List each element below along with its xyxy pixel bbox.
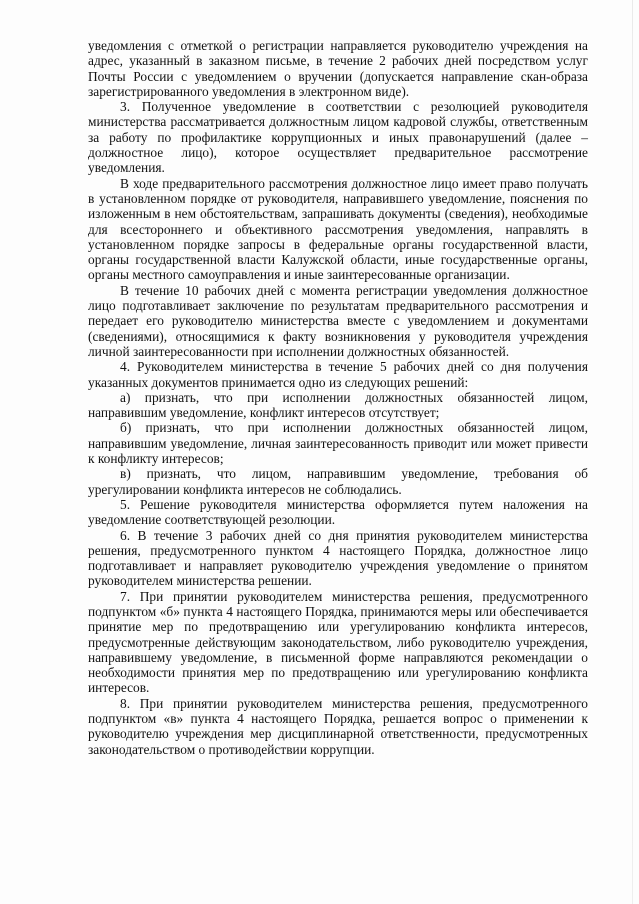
paragraph-subitem-a: а) признать, что при исполнении должностных обязанностей лицом, направившим уведомление, конфликт интересов отсутствует; (88, 389, 588, 421)
paragraph-item-5: 5. Решение руководителя министерства оформляется путем наложения на уведомление соответствующей резолюции. (88, 496, 588, 528)
paragraph-subitem-b: б) признать, что при исполнении должностных обязанностей лицом, направившим уведомление, личная заинтересованность приводит или может привести к конфликту интересов; (88, 420, 588, 467)
paragraph-preliminary-review: В ходе предварительного рассмотрения должностное лицо имеет право получать в установленном порядке от руководителя, направившего уведомление, пояснения по изложенным в нем обстоятельствам, запрашивать документы (сведения), необходимые для всестороннего и объективного рассмотрения уведомления, направлять в установленном порядке запросы в федеральные органы государственной власти, органы государственной власти Калужской области, иные государственные органы, органы местного самоуправления и иные заинтересованные организации. (88, 175, 588, 283)
paragraph-item-7: 7. При принятии руководителем министерства решения, предусмотренного подпунктом «б» пункта 4 настоящего Порядка, принимаются меры или обеспечивается принятие мер по предотвращению или урегулированию конфликта интересов, предусмотренные действующим законодательством, либо руководителю учреждения, направившему уведомление, в письменной форме направляются рекомендации о необходимости принятия мер по предотвращению или урегулированию конфликта интересов. (88, 588, 588, 696)
paragraph-item-4: 4. Руководителем министерства в течение 5 рабочих дней со дня получения указанных документов принимается одно из следующих решений: (88, 359, 588, 390)
paragraph-subitem-v: в) признать, что лицом, направившим уведомление, требования об урегулировании конфликта интересов не соблюдались. (88, 466, 588, 497)
paragraph-item-8: 8. При принятии руководителем министерства решения, предусмотренного подпунктом «в» пункта 4 настоящего Порядка, решается вопрос о применении к руководителю учреждения мер дисциплинарной ответственности, предусмотренных законодательством о противодействии коррупции. (88, 695, 588, 757)
paragraph-item-3: 3. Полученное уведомление в соответствии с резолюцией руководителя министерства рассматривается должностным лицом кадровой службы, ответственным за работу по профилактике коррупционных и иных правонарушений (далее – должностное лицо), которое осуществляет предварительное рассмотрение уведомления. (88, 99, 588, 176)
scan-edge-line (632, 0, 633, 904)
document-body (88, 38, 588, 757)
paragraph-item-6: 6. В течение 3 рабочих дней со дня принятия руководителем министерства решения, предусмотренного пунктом 4 настоящего Порядка, должностное лицо подготавливает и направляет руководителю учреждения уведомление о принятом руководителем министерства решении. (88, 527, 588, 589)
paragraph-continuation: уведомления с отметкой о регистрации направляется руководителю учреждения на адрес, указанный в заказном письме, в течение 2 рабочих дней посредством услуг Почты России с уведомлением о вручении (допускается направление скан-образа зарегистрированного уведомления в электронном виде). (88, 38, 588, 99)
paragraph-ten-days: В течение 10 рабочих дней с момента регистрации уведомления должностное лицо подготавливает заключение по результатам предварительного рассмотрения и передает его руководителю министерства вместе с уведомлением и документами (сведениями), относящимися к факту возникновения у руководителя учреждения личной заинтересованности при исполнении должностных обязанностей. (88, 282, 588, 359)
